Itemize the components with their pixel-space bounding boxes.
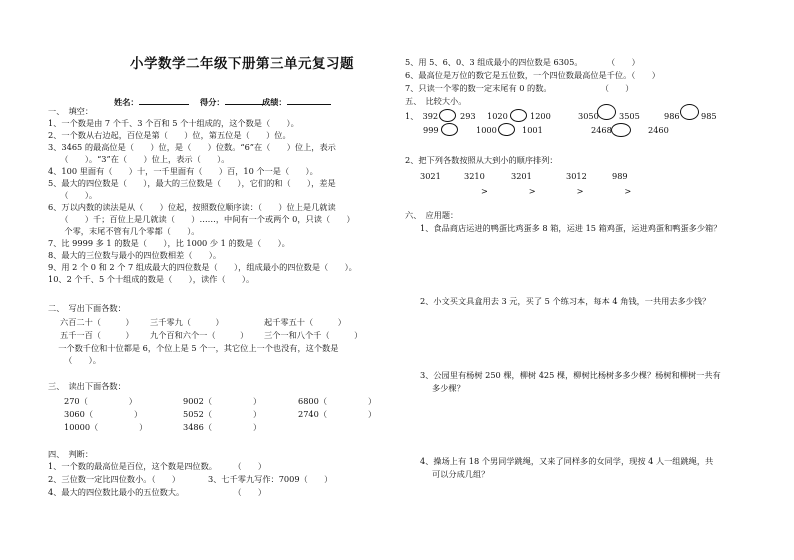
r-line: 6、最高位是万位的数它是五位数，一个四位数最高位是千位。（ ） <box>405 70 660 80</box>
s5-sort-prompt: 2、把下列各数按照从大到小的顺序排列： <box>405 155 558 165</box>
s3-item: 3060（ ） <box>64 409 143 419</box>
s1-line: 9、用 2 个 0 和 2 个 7 组成最大的四位数是（ ），组成最小的四位数是（ ）。 <box>48 262 357 272</box>
s1-line: 7、比 9999 多 1 的数是（ ），比 1000 少 1 的数是（ ）。 <box>48 238 290 248</box>
section-5-heading: 五、 比较大小。 <box>405 96 467 106</box>
s3-item: 10000（ ） <box>64 422 148 432</box>
s1-line: 4、100 里面有（ ）十，一千里面有（ ）百，10 个一是（ ）。 <box>48 166 318 176</box>
s1-line: （ ）。“3”在（ ）位上，表示（ ）。 <box>48 154 230 164</box>
compare-circle[interactable] <box>597 104 616 120</box>
s3-item: 3486（ ） <box>183 422 262 432</box>
s3-item: 9002（ ） <box>183 396 262 406</box>
sort-gt-signs: > > > > <box>481 186 632 196</box>
word-problem-3: 3、公园里有杨树 250 棵，柳树 425 棵，柳树比杨树多多少棵？杨树和柳树一共有 <box>420 370 721 380</box>
cmp-number: 3505 <box>619 111 640 121</box>
cmp-number: 1001 <box>522 125 543 135</box>
s4-line: 3、七千零九写作：7009（ ） <box>208 474 333 484</box>
s2-item: 三千零九（ ） <box>150 317 224 327</box>
s1-line: 2、一个数从右边起，百位是第（ ）位，第五位是（ ）位。 <box>48 130 291 140</box>
s1-line: （ ）千；百位上是几就读（ ）……，中间有一个或两个 0，只读（ ） <box>48 214 355 224</box>
s1-line: 3、3465 的最高位是（ ）位，是（ ）位数。“6”在（ ）位上，表示 <box>48 142 336 152</box>
cmp-number: 3050 <box>578 111 599 121</box>
s4-line: 4、最大的四位数比最小的五位数大。 （ ） <box>48 487 267 497</box>
s2-line: 一个数千位和十位都是 6，个位上是 5 个一，其它位上一个也没有，这个数是 <box>50 343 339 353</box>
word-problem-1: 1、食品商店运进的鸭蛋比鸡蛋多 8 箱，运进 15 箱鸡蛋，运进鸡蛋和鸭蛋多少箱？ <box>420 223 722 233</box>
s3-item: 270（ ） <box>64 396 137 406</box>
cmp-number: 1、 392 <box>405 111 439 121</box>
s1-line: 10、2 个千、5 个十组成的数是（ ），读作（ ）。 <box>48 274 255 284</box>
compare-circle[interactable] <box>510 109 527 122</box>
s1-line: 1、一个数是由 7 个千、3 个百和 5 个十组成的，这个数是（ ）。 <box>48 118 299 128</box>
header-name-label: 姓名： <box>114 95 189 108</box>
cmp-number: 1200 <box>530 111 551 121</box>
s1-line: 5、最大的四位数是（ ），最大的三位数是（ ），它们的和（ ），差是 <box>48 178 336 188</box>
cmp-number: 2468 <box>591 125 612 135</box>
compare-circle[interactable] <box>441 123 458 136</box>
s2-item: 五千一百（ ） <box>60 330 134 340</box>
s4-line: 2、三位数一定比四位数小。（ ） <box>48 474 181 484</box>
s2-item: 三个一和八个千（ ） <box>264 330 363 340</box>
section-2-heading: 二、 写出下面各数： <box>48 303 126 313</box>
s2-line: （ ）。 <box>60 355 101 365</box>
sort-number: 989 <box>612 171 628 181</box>
section-6-heading: 六、 应用题： <box>405 210 459 220</box>
r-line: 5、用 5、6、0、3 组成最小的四位数是 6305。 （ ） <box>405 57 640 67</box>
s1-line: 6、万以内数的读法是从（ ）位起，按照数位顺序读：（ ）位上是几就读 <box>48 202 336 212</box>
s1-line: 个零，末尾不管有几个零都（ ）。 <box>48 226 200 236</box>
s4-line: 1、一个数的最高位是百位，这个数是四位数。 （ ） <box>48 461 267 471</box>
compare-circle[interactable] <box>680 104 699 120</box>
section-1-heading: 一、 填空： <box>48 106 94 116</box>
s3-item: 2740（ ） <box>298 409 377 419</box>
cmp-number: 999 <box>423 125 439 135</box>
s2-item: 起千零五十（ ） <box>264 317 346 327</box>
compare-circle[interactable] <box>498 123 515 136</box>
s3-item: 5052（ ） <box>183 409 262 419</box>
cmp-number: 985 <box>701 111 717 121</box>
cmp-number: 2460 <box>648 125 669 135</box>
header-score-label: 得分： <box>200 95 265 108</box>
word-problem-2: 2、小文买文具盒用去 3 元，买了 5 个练习本，每本 4 角钱，一共用去多少钱？ <box>420 296 711 306</box>
s2-item: 六百二十（ ） <box>60 317 134 327</box>
cmp-number: 1020 <box>487 111 508 121</box>
s3-item: 6800（ ） <box>298 396 377 406</box>
section-4-heading: 四、 判断： <box>48 449 94 459</box>
word-problem-4-cont: 可以分成几组？ <box>432 469 490 479</box>
sort-number: 3012 <box>566 171 587 181</box>
word-problem-4: 4、操场上有 18 个男同学跳绳，又来了同样多的女同学，现按 4 人一组跳绳，共 <box>420 456 714 466</box>
sort-number: 3201 <box>511 171 532 181</box>
word-problem-3-cont: 多少棵？ <box>432 383 465 393</box>
sort-number: 3210 <box>464 171 485 181</box>
page-title: 小学数学二年级下册第三单元复习题 <box>130 56 354 72</box>
cmp-number: 986 <box>664 111 680 121</box>
compare-circle[interactable] <box>439 109 456 122</box>
sort-number: 3021 <box>420 171 441 181</box>
s1-line: （ ）。 <box>48 190 98 200</box>
header-result-label: 成绩： <box>262 95 331 108</box>
cmp-number: 293 <box>460 111 476 121</box>
compare-circle[interactable] <box>611 123 631 137</box>
s2-item: 九个百和六个一（ ） <box>150 330 249 340</box>
r-line: 7、只读一个零的数一定末尾有 0 的数。 （ ） <box>405 83 634 93</box>
section-3-heading: 三、 读出下面各数： <box>48 381 126 391</box>
s1-line: 8、最大的三位数与最小的四位数相差（ ）。 <box>48 250 222 260</box>
cmp-number: 1000 <box>476 125 497 135</box>
